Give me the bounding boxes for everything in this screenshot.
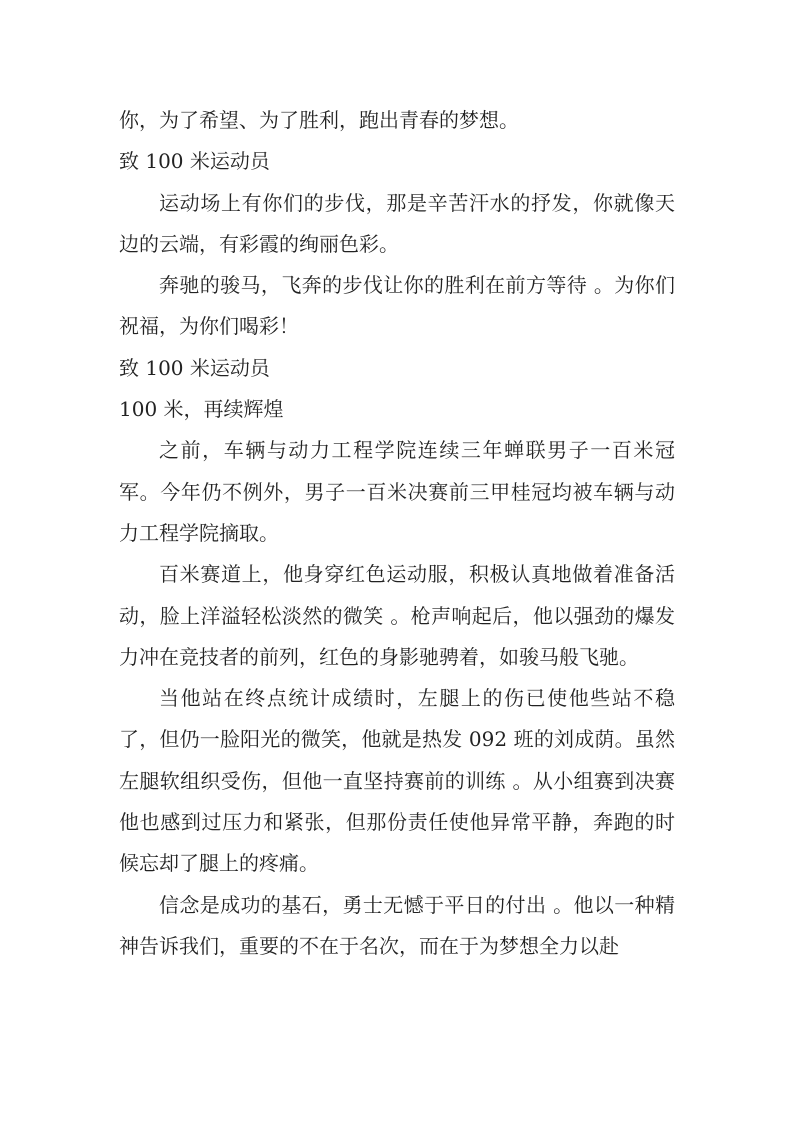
paragraph-track-footsteps: 运动场上有你们的步伐，那是辛苦汗水的抒发，你就像天边的云端，有彩霞的绚丽色彩。: [119, 190, 675, 256]
paragraph-belief-cornerstone: 信念是成功的基石，勇士无憾于平日的付出 。他以一种精神告诉我们，重要的不在于名次，而在于为梦想全力以赴: [119, 892, 675, 958]
paragraph-red-uniform: 百米赛道上，他身穿红色运动服，积极认真地做着准备活动，脸上洋溢轻松淡然的微笑 。枪声响起后，他以强劲的爆发力冲在竞技者的前列，红色的身影驰骋着，如骏马般飞驰。: [119, 562, 675, 669]
article-title-100m-glory: 100 米，再续辉煌: [119, 397, 284, 422]
paragraph-three-year-champion: 之前，车辆与动力工程学院连续三年蝉联男子一百米冠军。今年仍不例外，男子一百米决赛前三甲桂冠均被车辆与动力工程学院摘取。: [119, 438, 675, 545]
paragraph-galloping-horse: 奔驰的骏马，飞奔的步伐让你的胜利在前方等待 。为你们祝福，为你们喝彩！: [119, 273, 675, 339]
section-heading-to-100m-athletes: 致 100 米运动员: [119, 149, 270, 174]
section-heading-to-100m-athletes-2: 致 100 米运动员: [119, 355, 270, 380]
paragraph-injured-runner: 当他站在终点统计成绩时，左腿上的伤已使他些站不稳了，但仍一脸阳光的微笑，他就是热发 092 班的刘成荫。虽然左腿软组织受伤，但他一直坚持赛前的训练 。从小组赛到决赛他也感到过压力和紧张，但那份责任使他异常平静，奔跑的时候忘却了腿上的疼痛。: [119, 686, 675, 876]
document-body: [119, 100, 675, 967]
paragraph-opening-line: 你，为了希望、为了胜利，跑出青春的梦想。: [119, 108, 519, 132]
